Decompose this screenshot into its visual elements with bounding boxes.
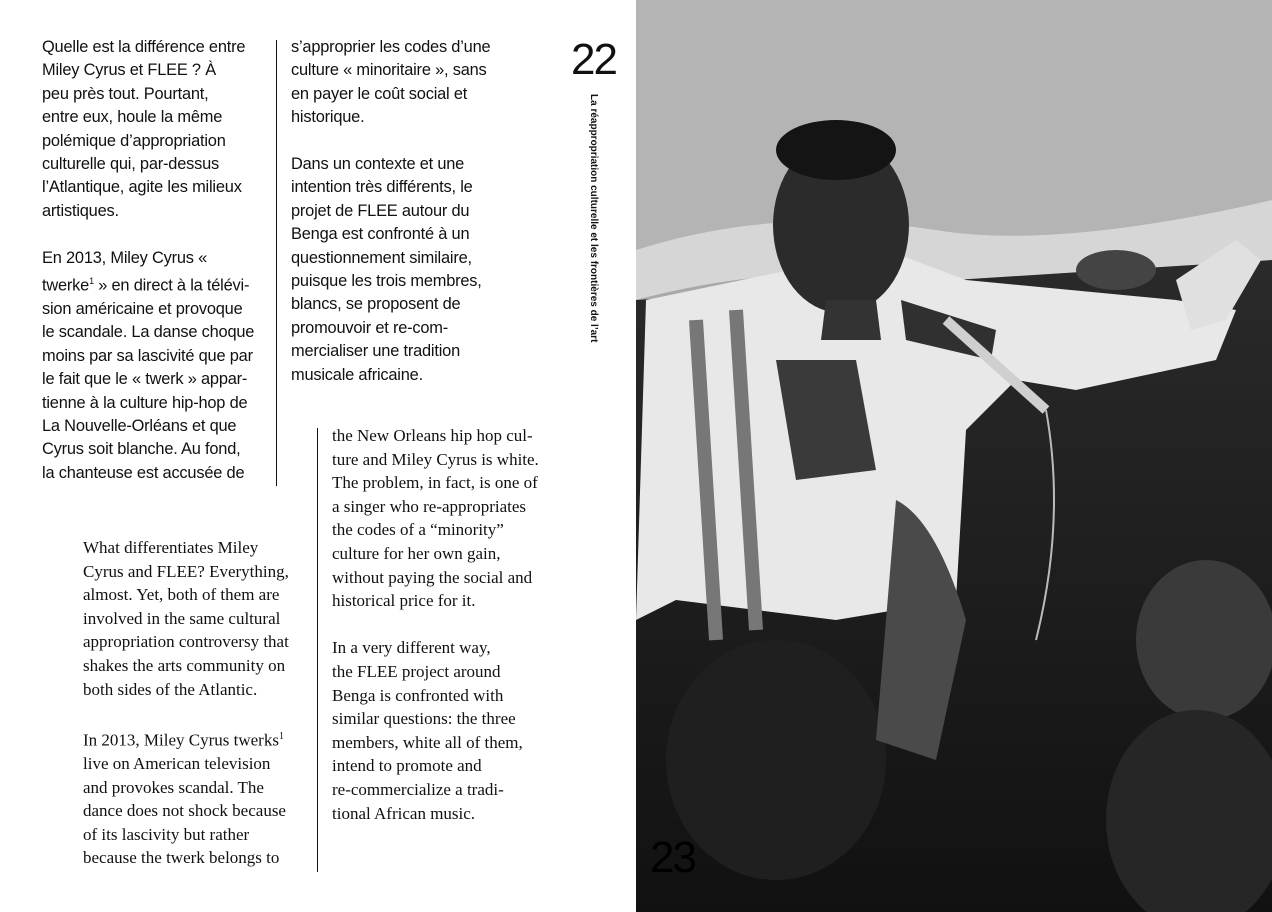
paragraph-text: live on American television and provokes scandal. The dance does not shock because of its lascivity but rather because the twerk belongs to [83, 754, 286, 868]
column-rule [317, 428, 318, 872]
french-paragraph: Dans un contexte et une intention très différents, le projet de FLEE autour du Benga est confronté à un questionnement similaire, puisque les trois membres, blancs, se proposent de promouvoir et re-com- mercialiser une tradition musicale africaine. [291, 155, 482, 384]
english-column-2 [332, 424, 560, 825]
english-paragraph [83, 725, 311, 870]
french-paragraph: s’approprier les codes d’une culture « minoritaire », sans en payer le coût social et historique. [291, 38, 491, 127]
paragraph-text: » en direct à la télévi- sion américaine et provoque le scandale. La danse choque moins par sa lascivité que par le fait que le « twerk » appar- tienne à la culture hip-hop de La Nouvelle-Orléans et que Cyrus soit blanche. Au fond, la chanteuse est accusée de [42, 276, 255, 482]
photo-performer-microphone-icon [636, 0, 1272, 912]
performer-photo [636, 0, 1272, 912]
running-title: La réappropriation culturelle et les frontières de l’art [588, 94, 599, 343]
french-paragraph: Quelle est la différence entre Miley Cyrus et FLEE ? À peu près tout. Pourtant, entre eux, houle la même polémique d’appropriation culturelle qui, par-dessus l’Atlantique, agite les milieux artistiques. [42, 38, 246, 220]
paragraph-text: En 2013, Miley Cyrus « twerke [42, 248, 208, 295]
french-column-1 [42, 36, 270, 485]
english-column-1 [83, 536, 311, 870]
english-paragraph: In a very different way, the FLEE project around Benga is confronted with similar questions: the three members, white all of them, intend to promote and re-commercialize a tradi- tional African music. [332, 638, 523, 823]
footnote-marker: 1 [278, 730, 284, 742]
french-paragraph [42, 247, 270, 486]
french-column-2 [291, 36, 519, 387]
column-rule [276, 40, 277, 486]
page-number: 22 [571, 35, 616, 84]
page-number: 23 [650, 833, 695, 882]
footnote-marker: 1 [89, 276, 94, 287]
english-paragraph: What differentiates Miley Cyrus and FLEE? Everything, almost. Yet, both of them are involved in the same cultural appropriation controversy that shakes the arts community on both sides of the Atlantic. [83, 538, 289, 699]
english-paragraph: the New Orleans hip hop cul- ture and Miley Cyrus is white. The problem, in fact, is one of a singer who re-appropriates the codes of a “minority” culture for her own gain, without paying the social and historical price for it. [332, 426, 539, 611]
paragraph-text: In 2013, Miley Cyrus twerks [83, 730, 279, 750]
